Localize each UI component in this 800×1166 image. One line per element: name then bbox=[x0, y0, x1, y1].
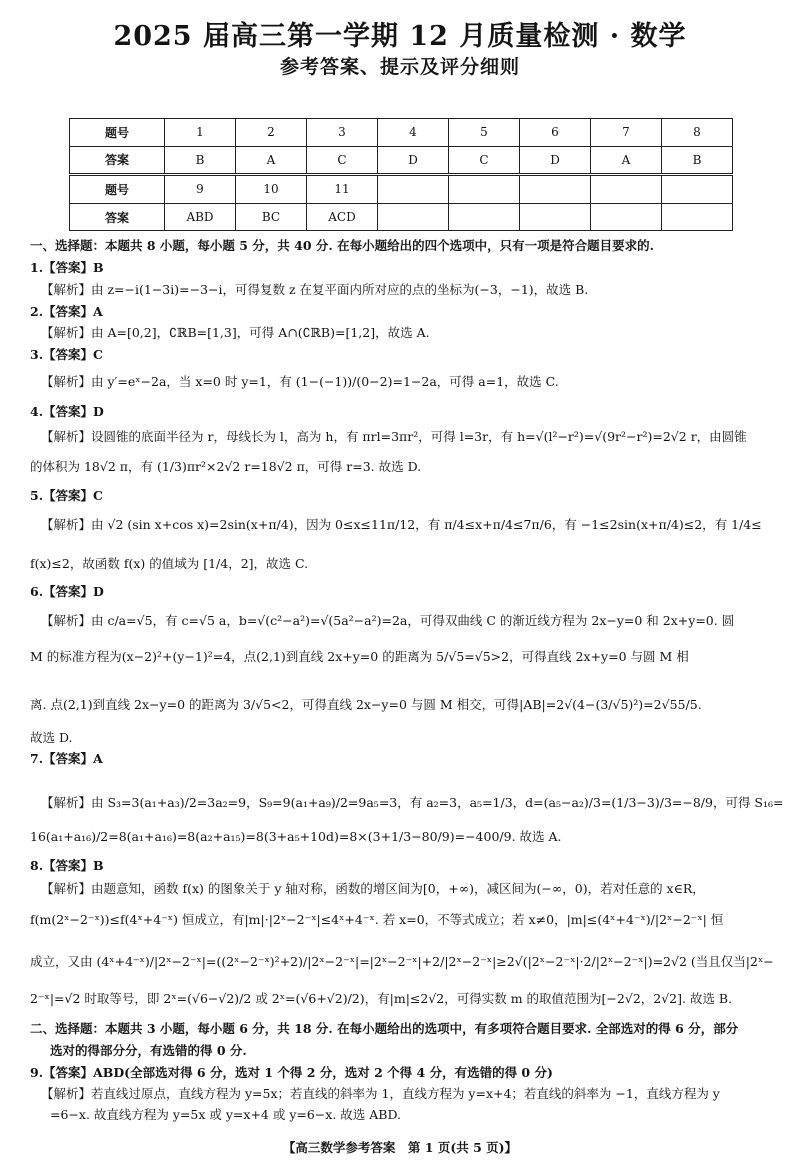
table-cell bbox=[591, 203, 662, 231]
section-heading-2: 二、选择题：本题共 3 小题，每小题 6 分，共 18 分. 在每小题给出的选项中，有多项符合题目要求. 全部选对的得 6 分，部分 bbox=[30, 1021, 739, 1036]
analysis-line: 2⁻ˣ|=√2 时取等号，即 2ˣ=(√6−√2)/2 或 2ˣ=(√6+√2)/2)，有|m|≤2√2，可得实数 m 的取值范围为[−2√2，2√2]. 故选 B. bbox=[30, 991, 733, 1006]
table-cell: 10 bbox=[236, 175, 307, 204]
table-header-cell: 题号 bbox=[70, 119, 165, 147]
analysis-line: f(m(2ˣ−2⁻ˣ))≤f(4ˣ+4⁻ˣ) 恒成立，有|m|·|2ˣ−2⁻ˣ|≤4ˣ+4⁻ˣ. 若 x=0，不等式成立；若 x≠0，|m|≤(4ˣ+4⁻ˣ)/|2ˣ−2⁻ˣ| 恒 bbox=[30, 912, 724, 927]
answer-line: 8.【答案】B bbox=[30, 858, 104, 873]
page-title: 2025 届高三第一学期 12 月质量检测 · 数学 bbox=[113, 21, 687, 52]
table-cell bbox=[378, 203, 449, 231]
analysis-line: 【解析】由 A=[0,2]，∁ℝB=[1,3]，可得 A∩(∁ℝB)=[1,2]，故选 A. bbox=[41, 325, 430, 340]
table-row bbox=[70, 119, 733, 147]
section-heading-1: 一、选择题：本题共 8 小题，每小题 5 分，共 40 分. 在每小题给出的四个选项中，只有一项是符合题目要求的. bbox=[30, 238, 654, 253]
analysis-line: 成立，又由 (4ˣ+4⁻ˣ)/|2ˣ−2⁻ˣ|=((2ˣ−2⁻ˣ)²+2)/|2ˣ−2⁻ˣ|=|2ˣ−2⁻ˣ|+2/|2ˣ−2⁻ˣ|≥2√(|2ˣ−2⁻ˣ|·2/|2ˣ−2⁻ˣ|)=2√2 (当且仅当|2ˣ− bbox=[30, 954, 774, 969]
table-header-cell: 答案 bbox=[70, 203, 165, 231]
table-cell: 4 bbox=[378, 119, 449, 147]
analysis-line: 【解析】若直线过原点，直线方程为 y=5x；若直线的斜率为 1，直线方程为 y=x+4；若直线的斜率为 −1，直线方程为 y bbox=[41, 1086, 720, 1101]
table-cell bbox=[520, 175, 591, 204]
section-heading-2-cont: 选对的得部分分，有选错的得 0 分. bbox=[50, 1043, 247, 1058]
table-cell bbox=[662, 203, 733, 231]
table-cell bbox=[378, 175, 449, 204]
analysis-line: 【解析】由 S₃=3(a₁+a₃)/2=3a₂=9，S₉=9(a₁+a₉)/2=9a₅=3，有 a₂=3，a₅=1/3，d=(a₅−a₂)/3=(1/3−3)/3=−8/9，可得 S₁₆= bbox=[41, 795, 784, 810]
table-cell: C bbox=[449, 146, 520, 175]
table-cell bbox=[449, 203, 520, 231]
answer-line: 9.【答案】ABD(全部选对得 6 分，选对 1 个得 2 分，选对 2 个得 4 分，有选错的得 0 分) bbox=[30, 1065, 553, 1080]
table-cell: ACD bbox=[307, 203, 378, 231]
table-cell: 3 bbox=[307, 119, 378, 147]
table-row bbox=[70, 203, 733, 231]
table-cell bbox=[591, 175, 662, 204]
analysis-line: 【解析】由题意知，函数 f(x) 的图象关于 y 轴对称，函数的增区间为[0，+∞)，减区间为(−∞，0)，若对任意的 x∈R， bbox=[41, 881, 705, 896]
analysis-line: =6−x. 故直线方程为 y=5x 或 y=x+4 或 y=6−x. 故选 ABD. bbox=[50, 1107, 402, 1122]
answer-line: 2.【答案】A bbox=[30, 304, 103, 319]
analysis-line: 的体积为 18√2 π，有 (1/3)πr²×2√2 r=18√2 π，可得 r=3. 故选 D. bbox=[30, 459, 422, 474]
analysis-line: 【解析】由 √2 (sin x+cos x)=2sin(x+π/4)，因为 0≤x≤11π/12，有 π/4≤x+π/4≤7π/6，有 −1≤2sin(x+π/4)≤2，有 1/4≤ bbox=[41, 517, 762, 532]
table-cell: D bbox=[378, 146, 449, 175]
analysis-line: f(x)≤2，故函数 f(x) 的值域为 [1/4，2]，故选 C. bbox=[30, 556, 309, 571]
analysis-line: 【解析】由 c/a=√5，有 c=√5 a，b=√(c²−a²)=√(5a²−a²)=2a，可得双曲线 C 的渐近线方程为 2x−y=0 和 2x+y=0. 圆 bbox=[41, 613, 735, 628]
answer-line: 5.【答案】C bbox=[30, 488, 103, 503]
table-cell: 1 bbox=[165, 119, 236, 147]
table-cell: C bbox=[307, 146, 378, 175]
analysis-line: M 的标准方程为(x−2)²+(y−1)²=4，点(2,1)到直线 2x+y=0 的距离为 5/√5=√5>2，可得直线 2x+y=0 与圆 M 相 bbox=[30, 649, 689, 664]
page-footer: 【高三数学参考答案 第 1 页(共 5 页)】 bbox=[282, 1140, 518, 1155]
table-cell bbox=[520, 203, 591, 231]
table-cell: 11 bbox=[307, 175, 378, 204]
table-cell: 6 bbox=[520, 119, 591, 147]
answer-table bbox=[69, 118, 733, 231]
answer-line: 6.【答案】D bbox=[30, 584, 104, 599]
page-subtitle: 参考答案、提示及评分细则 bbox=[279, 56, 520, 78]
analysis-line: 故选 D. bbox=[30, 730, 73, 745]
table-row bbox=[70, 175, 733, 204]
analysis-line: 16(a₁+a₁₆)/2=8(a₁+a₁₆)=8(a₂+a₁₅)=8(3+a₅+10d)=8×(3+1/3−80/9)=−400/9. 故选 A. bbox=[30, 829, 562, 844]
table-cell: A bbox=[591, 146, 662, 175]
table-cell: B bbox=[662, 146, 733, 175]
answer-line: 7.【答案】A bbox=[30, 751, 103, 766]
answer-line: 4.【答案】D bbox=[30, 404, 104, 419]
table-cell: 5 bbox=[449, 119, 520, 147]
table-cell: 8 bbox=[662, 119, 733, 147]
table-cell bbox=[662, 175, 733, 204]
analysis-line: 离. 点(2,1)到直线 2x−y=0 的距离为 3/√5<2，可得直线 2x−y=0 与圆 M 相交，可得|AB|=2√(4−(3/√5)²)=2√55/5. bbox=[30, 697, 702, 712]
answer-line: 3.【答案】C bbox=[30, 347, 103, 362]
table-cell: 7 bbox=[591, 119, 662, 147]
table-cell: B bbox=[165, 146, 236, 175]
analysis-line: 【解析】由 z=−i(1−3i)=−3−i，可得复数 z 在复平面内所对应的点的坐标为(−3，−1)，故选 B. bbox=[41, 282, 589, 297]
table-cell bbox=[449, 175, 520, 204]
answer-line: 1.【答案】B bbox=[30, 260, 104, 275]
analysis-line: 【解析】设圆锥的底面半径为 r，母线长为 l，高为 h，有 πrl=3πr²，可得 l=3r，有 h=√(l²−r²)=√(9r²−r²)=2√2 r，由圆锥 bbox=[41, 429, 747, 444]
table-row bbox=[70, 146, 733, 175]
table-cell: 9 bbox=[165, 175, 236, 204]
table-header-cell: 答案 bbox=[70, 146, 165, 175]
table-cell: ABD bbox=[165, 203, 236, 231]
table-cell: A bbox=[236, 146, 307, 175]
table-cell: BC bbox=[236, 203, 307, 231]
table-cell: 2 bbox=[236, 119, 307, 147]
table-header-cell: 题号 bbox=[70, 175, 165, 204]
analysis-line: 【解析】由 y′=eˣ−2a，当 x=0 时 y=1，有 (1−(−1))/(0−2)=1−2a，可得 a=1，故选 C. bbox=[41, 374, 559, 389]
table-cell: D bbox=[520, 146, 591, 175]
